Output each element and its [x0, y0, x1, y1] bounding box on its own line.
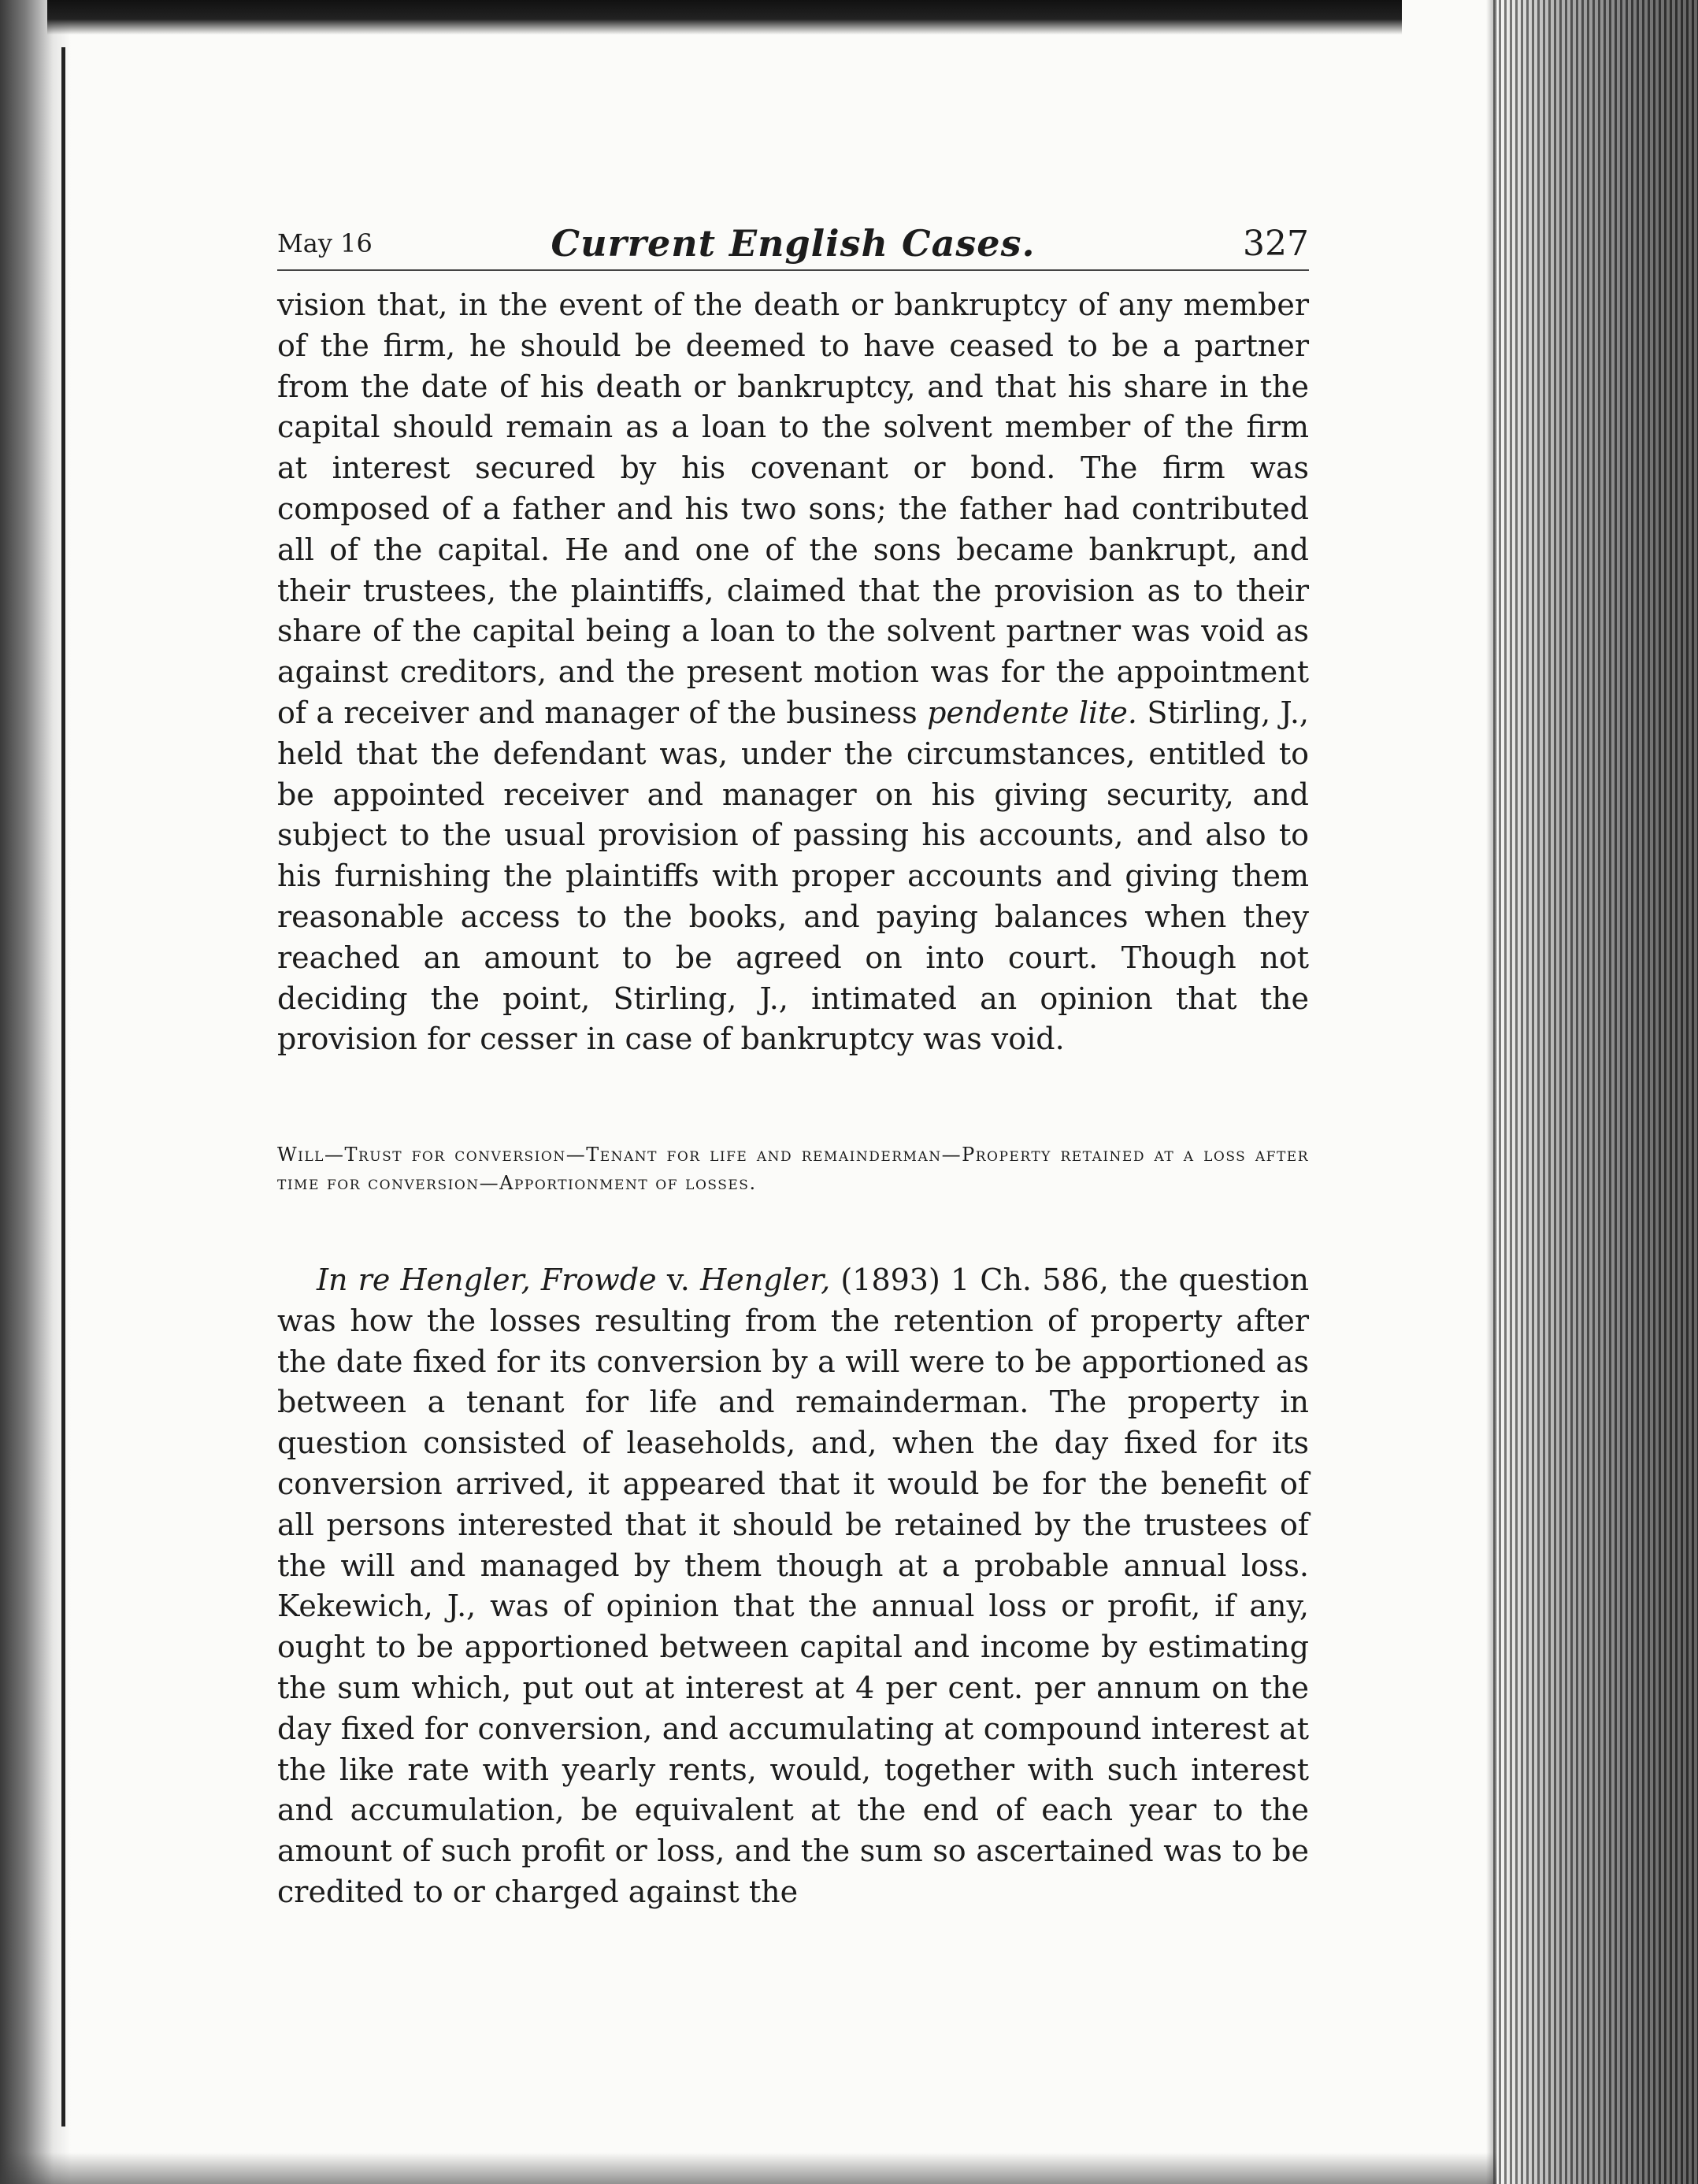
section-heading-text: Will—Trust for conversion—Tenant for life and remainderman—Property retained at a loss after time for conversion—Apportionment of losses.: [277, 1144, 1309, 1194]
paragraph-2: [277, 1260, 1309, 1913]
paragraph-1: [277, 285, 1309, 1060]
scan-edge-line-left: [61, 47, 65, 2127]
case-name-b: Hengler,: [700, 1263, 831, 1297]
header-title: Current English Cases.: [551, 222, 1036, 265]
scan-shadow-bottom: [0, 2152, 1496, 2184]
paragraph-2-text: (1893) 1 Ch. 586, the question was how the losses resulting from the retention of property after the date fixed for its conversion by a will were to be apportioned as between a tenant for life and remainderman. The property in question consisted of leaseholds, and, when the day fixed for its conversion arrived, it appeared that it would be for the benefit of all persons interested that it should be retained by the trustees of the will and managed by them though at a probable annual loss. Kekewich, J., was of opinion that the annual loss or profit, if any, ought to be apportioned between capital and income by estimating the sum which, put out at interest at 4 per cent. per annum on the day fixed for conversion, and accumulating at compound interest at the like rate with yearly rents, would, together with such interest and accumulation, be equivalent at the end of each year to the amount of such profit or loss, and the sum so ascertained was to be credited to or charged against the: [277, 1263, 1310, 1909]
scan-shadow-top: [47, 0, 1402, 35]
scan-shadow-left: [0, 0, 71, 2184]
case-paragraph: [277, 1260, 1309, 1913]
paragraph-1-italic-phrase: pendente lite.: [927, 695, 1137, 730]
section-heading: [277, 1140, 1309, 1197]
paragraph-1-text-a: vision that, in the event of the death or bankruptcy of any member of the firm, he should be deemed to have ceased to be a partner from the date of his death or bankruptcy, and that his share in the capital should remain as a loan to the solvent member of the firm at interest secured by his covenant or bond. The firm was composed of a father and his two sons; the father had contributed all of the capital. He and one of the sons became bankrupt, and their trustees, the plaintiffs, claimed that the provision as to their share of the capital being a loan to the solvent partner was void as against creditors, and the present motion was for the appointment of a receiver and manager of the business: [277, 287, 1309, 730]
scan-binding-right: [1493, 0, 1698, 2184]
paragraph-1-text-b: Stirling, J., held that the defendant was, under the circumstances, entitled to be appointed receiver and manager on his giving security, and subject to the usual provision of passing his accounts, and also to his furnishing the plaintiffs with proper accounts and giving them reasonable access to the books, and paying balances when they reached an amount to be agreed on into court. Though not deciding the point, Stirling, J., intimated an opinion that the provision for cesser in case of bankruptcy was void.: [277, 695, 1309, 1057]
running-head: [277, 222, 1309, 265]
header-rule: [277, 269, 1309, 271]
header-date: May 16: [277, 228, 373, 258]
page-number: 327: [1243, 224, 1309, 264]
case-versus: v.: [656, 1263, 701, 1297]
paragraph-continued: [277, 285, 1309, 1060]
case-name-a: In re Hengler, Frowde: [317, 1263, 657, 1297]
